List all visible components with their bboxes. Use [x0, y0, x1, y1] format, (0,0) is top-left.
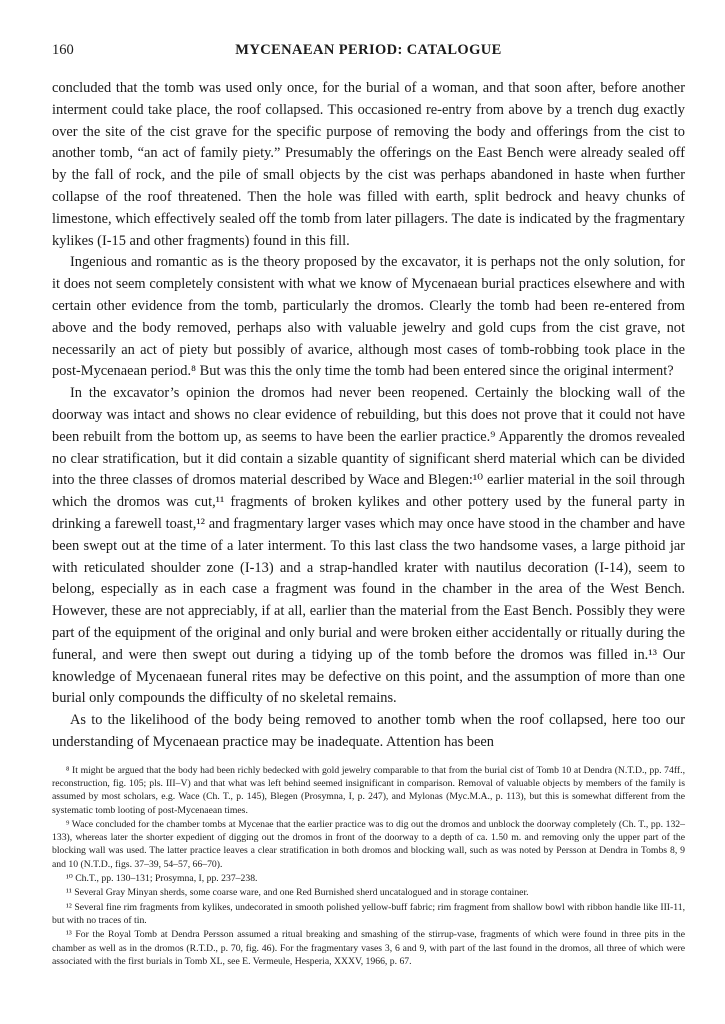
main-text: [52, 78, 685, 754]
footnote: ¹² Several fine rim fragments from kylikes, undecorated in smooth polished yellow-buff fabric; rim fragment from shallow bowl with ribbon handle like III-11, but with no traces of tin.: [52, 901, 685, 926]
running-header: [52, 42, 685, 66]
footnote: ⁸ It might be argued that the body had been richly bedecked with gold jewelry comparable to that from the burial cist of Tomb 10 at Dendra (N.T.D., pp. 74ff., reconstruction, fig. 105; pls. III–V) and that what was left behind seemed insignificant in comparison. Removal of valuable objects by members of the family is assumed by most scholars, e.g. Wace (Ch. T., p. 145), Blegen (Prosymna, I, p. 247), and Mylonas (Myc.M.A., p. 113), but this is somewhat different from the systematic tomb looting of post-Mycenaean times.: [52, 764, 685, 816]
running-title: MYCENAEAN PERIOD: CATALOGUE: [235, 42, 502, 58]
footnote: ¹¹ Several Gray Minyan sherds, some coarse ware, and one Red Burnished sherd uncatalogued and in storage container.: [66, 887, 529, 899]
footnote: ⁹ Wace concluded for the chamber tombs at Mycenae that the earlier practice was to dig out the dromos and unblock the doorway completely (Ch. T., pp. 132–133), whereas later the shorter expedient of digging out the dromos in front of the doorway to a depth of ca. 1.50 m. and removing only the upper part of the blocking wall was used. The latter practice leaves a clear stratification in both dromos and blocking wall, such as was noted by Persson at Dendra in Tombs 8, 9 and 10 (N.T.D., figs. 37–39, 54–57, 66–70).: [52, 818, 685, 870]
footnotes: [52, 764, 685, 968]
body-paragraph: Ingenious and romantic as is the theory proposed by the excavator, it is perhaps not the only solution, for it does not seem completely consistent with what we know of Mycenaean burial practices elsewhere and with certain other evidence from the tomb, particularly the dromos. Clearly the tomb had been re-entered from above and the body removed, perhaps also with valuable jewelry and gold cups from the cist grave, not necessarily an act of piety but possibly of avarice, although most cases of tomb-robbing took place in the post-Mycenaean period.⁸ But was this the only time the tomb had been entered since the original interment?: [52, 254, 685, 380]
body-paragraph: concluded that the tomb was used only once, for the burial of a woman, and that soon after, before another interment could take place, the roof collapsed. This occasioned re-entry from above by a trench dug exactly over the site of the cist grave for the specific purpose of removing the body and offerings from the cist to another tomb, “an act of family piety.” Presumably the offerings on the East Bench were already sealed off by the fall of rock, and the pile of small objects by the cist was perhaps abandoned in haste when further collapse of the roof threatened. Then the hole was filled with earth, split bedrock and heavy chunks of limestone, which effectively sealed off the tomb from later pillagers. The date is indicated by the fragmentary kylikes (I-15 and other fragments) found in this fill.: [52, 80, 685, 249]
document-page: [52, 42, 685, 969]
body-paragraph: In the excavator’s opinion the dromos had never been reopened. Certainly the blocking wall of the doorway was intact and shows no clear evidence of rebuilding, but this does not prove that it could not have been rebuilt from the bottom up, as seems to have been the earlier practice.⁹ Apparently the dromos revealed no clear stratification, but it did contain a sizable quantity of significant sherd material which can be divided into the three classes of dromos material described by Wace and Blegen:¹⁰ earlier material in the soil through which the dromos was cut,¹¹ fragments of broken kylikes and other pottery used by the funeral party in drinking a farewell toast,¹² and fragmentary larger vases which may once have stood in the chamber and have been swept out at the time of a later interment. To this last class the two handsome vases, a large pithoid jar with reticulated shoulder zone (I-13) and a strap-handled krater with nautilus decoration (I-14), seem to belong, especially as in each case a fragment was found in the chamber in the area of the West Bench. However, these are not appreciably, if at all, earlier than the material from the East Bench. Possibly they were part of the equipment of the original and only burial and were broken either accidentally or ritually during the funeral, and were then swept out during a tidying up of the tomb before the dromos was filled in.¹³ Our knowledge of Mycenaean funeral rites may be defective on this point, and the assumption of more than one burial only compounds the difficulty of no skeletal remains.: [52, 385, 685, 707]
footnote: ¹⁰ Ch.T., pp. 130–131; Prosymna, I, pp. 237–238.: [66, 873, 258, 885]
footnote: ¹³ For the Royal Tomb at Dendra Persson assumed a ritual breaking and smashing of the stirrup-vase, fragments of which were found in three pits in the chamber as well as in the dromos (R.T.D., p. 70, fig. 46). For the fragmentary vases 3, 6 and 9, with part of the last found in the dromos, all three of which were associated with the first burials in Tomb XL, see E. Vermeule, Hesperia, XXXV, 1966, p. 67.: [52, 929, 685, 967]
body-paragraph: As to the likelihood of the body being removed to another tomb when the roof collapsed, here too our understanding of Mycenaean practice may be inadequate. Attention has been: [52, 712, 685, 750]
page-number: 160: [52, 42, 74, 58]
